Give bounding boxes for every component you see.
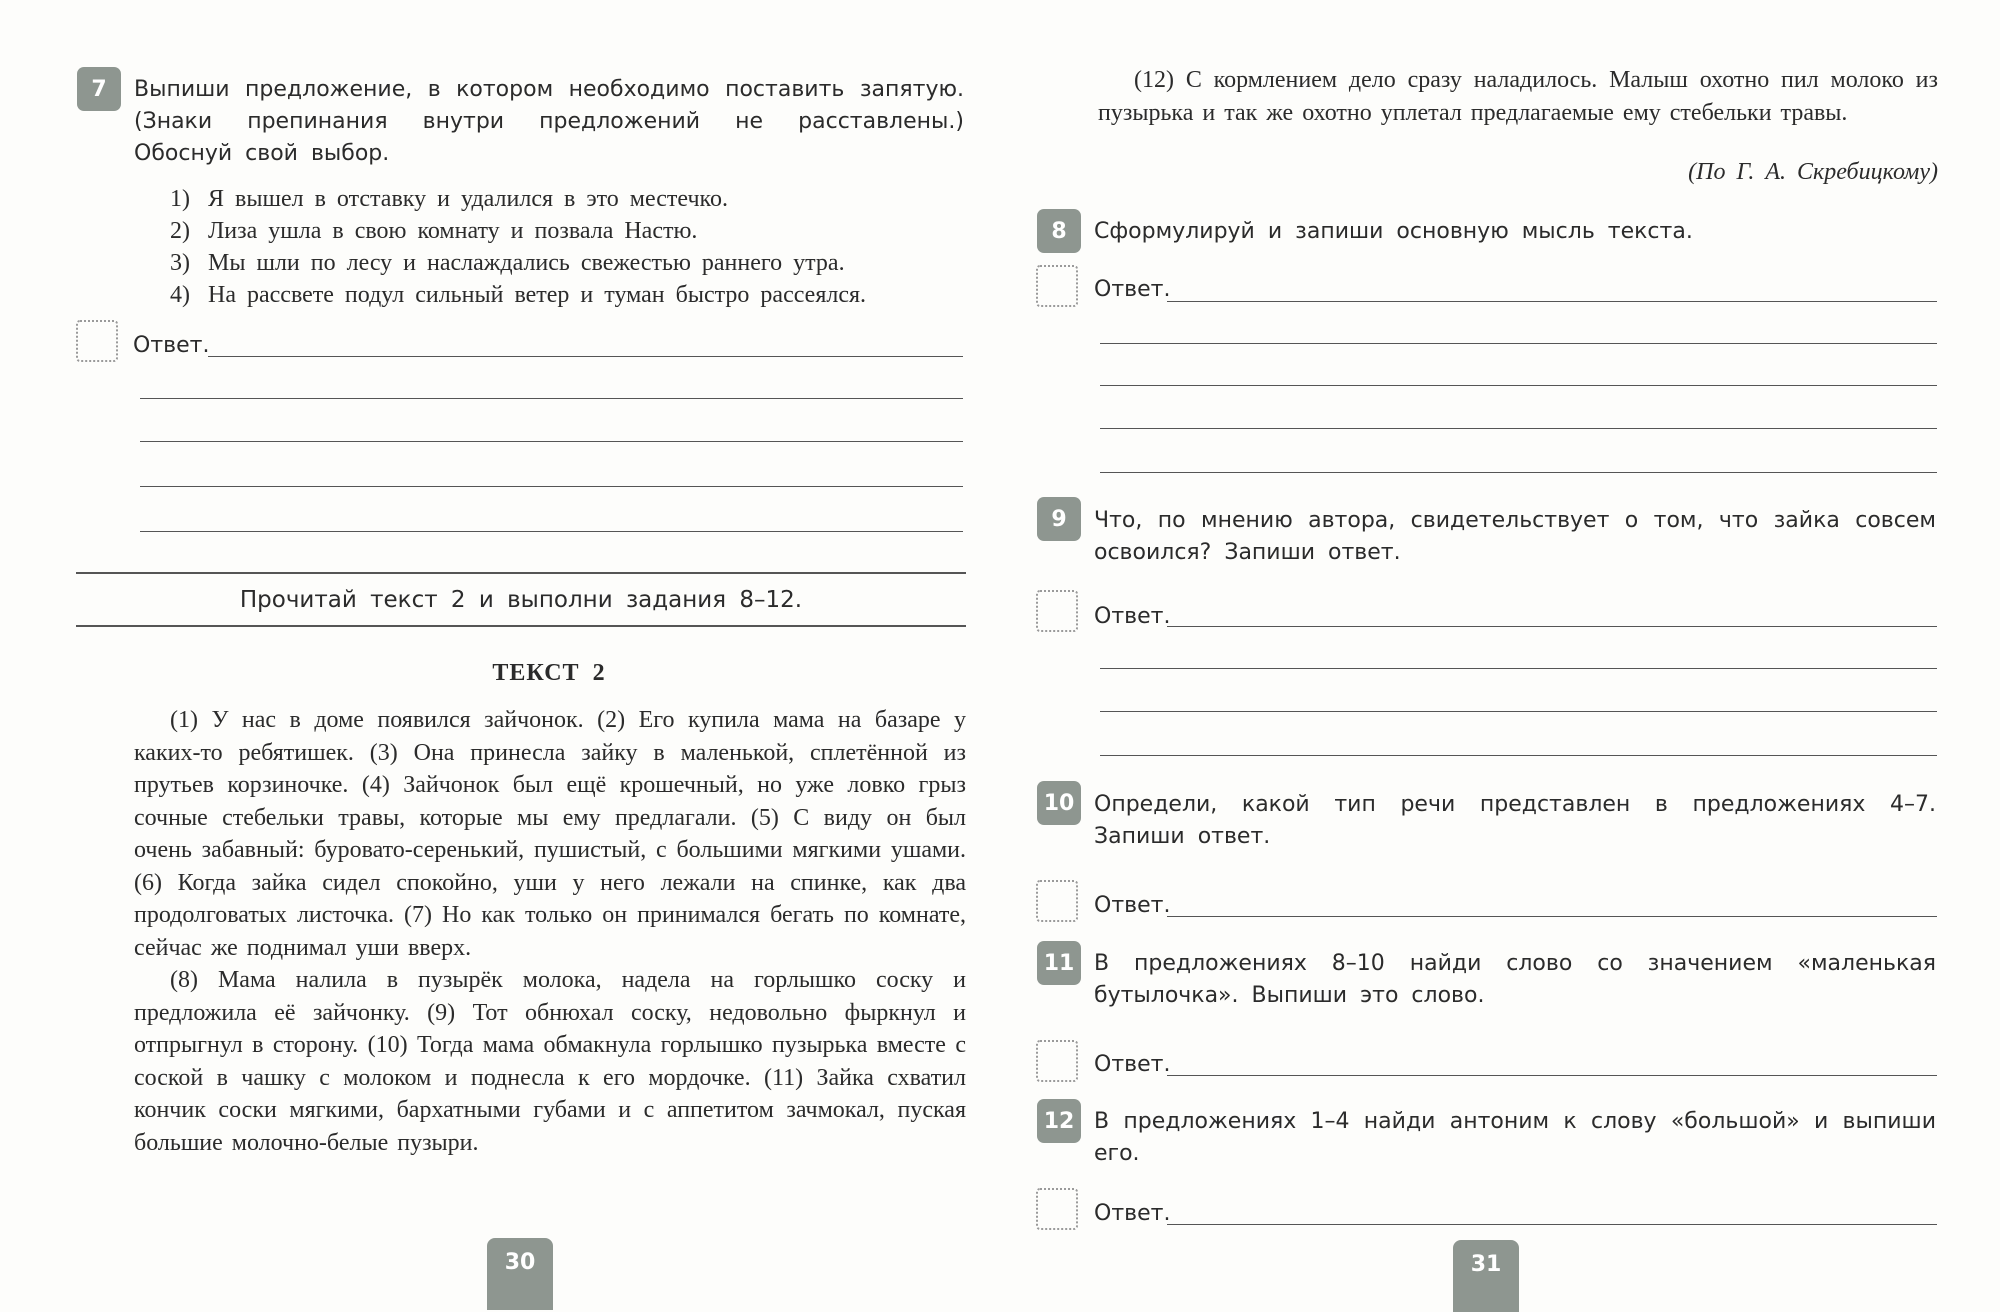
task-8-text: Сформулируй и запиши основную мысль текста. xyxy=(1094,219,1693,244)
task-7-options xyxy=(170,183,970,311)
text-2-source: (По Г. А. Скребицкому) xyxy=(1688,159,1938,185)
task-7-answer-line[interactable] xyxy=(140,398,963,399)
task-8-number: 8 xyxy=(1037,209,1081,253)
task-12-answer-line[interactable] xyxy=(1167,1224,1937,1225)
task-7-answer-line[interactable] xyxy=(140,531,963,532)
divider xyxy=(76,572,966,574)
page-number-left: 30 xyxy=(487,1238,553,1310)
task-10-answer-line[interactable] xyxy=(1167,916,1937,917)
task-10-score-box[interactable] xyxy=(1036,880,1078,922)
task-9-answer-line[interactable] xyxy=(1167,626,1937,627)
task-7-answer-label: Ответ. xyxy=(133,333,210,358)
task-11-answer-label: Ответ. xyxy=(1094,1052,1171,1077)
task-11-number: 11 xyxy=(1037,941,1081,985)
text-2-continuation xyxy=(1098,64,1938,129)
task-7-answer-line[interactable] xyxy=(208,356,963,357)
task-12-score-box[interactable] xyxy=(1036,1188,1078,1230)
task-10-text: Определи, какой тип речи представлен в предложениях 4–7. Запиши ответ. xyxy=(1094,792,1936,849)
task-9-answer-line[interactable] xyxy=(1100,668,1937,669)
task-8-answer-label: Ответ. xyxy=(1094,277,1171,302)
task-9-number: 9 xyxy=(1037,497,1081,541)
task-10-number: 10 xyxy=(1037,781,1081,825)
task-7-answer-line[interactable] xyxy=(140,441,963,442)
task-7-number: 7 xyxy=(77,67,121,111)
task-7-answer-line[interactable] xyxy=(140,486,963,487)
task-12-number: 12 xyxy=(1037,1099,1081,1143)
text-2-paragraph-2: (8) Мама налила в пузырёк молока, надела на горлышко соску и предложила её зайчонку. (9) Тот обнюхал соску, недовольно фыркнул и отпрыгнул в сторону. (10) Тогда мама обмакнула горлышко пузырька вместе с соской в чашку с молоком и поднесла к его мордочке. (11) Зайка схватил кончик соски мягкими, бархатными губами и с аппетитом зачмокал, пуская большие молочно-белые пузыри. xyxy=(134,967,966,1156)
text-2-paragraph-1: (1) У нас в доме появился зайчонок. (2) Его купила мама на базаре у каких-то ребятишек. (3) Она принесла зайку в маленькой, сплетённой из прутьев корзиночке. (4) Зайчонок был ещё крошечный, но уже ловко грыз сочные стебельки травы, которые мы ему предлагали. (5) С виду он был очень забавный: буровато-серенький, пушистый, с большими мягкими ушами. (6) Когда зайка сидел спокойно, уши у него лежали на спинке, как два продолговатых листочка. (7) Но как только он принимался бегать по комнате, сейчас же поднимал уши вверх. xyxy=(134,707,966,961)
divider xyxy=(76,625,966,627)
task-7-score-box[interactable] xyxy=(76,320,118,362)
page-number-right: 31 xyxy=(1453,1240,1519,1312)
task-8-answer-line[interactable] xyxy=(1100,385,1937,386)
text-2-paragraph-3: (12) С кормлением дело сразу наладилось. Малыш охотно пил молоко из пузырька и так же охотно уплетал предлагаемые ему стебельки травы. xyxy=(1098,67,1938,126)
list-item: 2) Лиза ушла в свою комнату и позвала Настю. xyxy=(170,218,698,244)
task-9-answer-label: Ответ. xyxy=(1094,604,1171,629)
task-8-score-box[interactable] xyxy=(1036,265,1078,307)
text-2-title: ТЕКСТ 2 xyxy=(492,660,606,686)
list-item: 1) Я вышел в отставку и удалился в это местечко. xyxy=(170,186,728,212)
task-12-text: В предложениях 1–4 найди антоним к слову «большой» и выпиши его. xyxy=(1094,1109,1936,1166)
task-11-score-box[interactable] xyxy=(1036,1040,1078,1082)
task-8-answer-line[interactable] xyxy=(1167,301,1937,302)
task-9-score-box[interactable] xyxy=(1036,590,1078,632)
task-9-answer-line[interactable] xyxy=(1100,755,1937,756)
list-item: 3) Мы шли по лесу и наслаждались свежестью раннего утра. xyxy=(170,250,845,276)
text-2-body xyxy=(134,704,966,1159)
task-7-text: Выпиши предложение, в котором необходимо поставить запятую. (Знаки препинания внутри предложений не расставлены.) Обоснуй свой выбор. xyxy=(134,77,964,166)
list-item: 4) На рассвете подул сильный ветер и туман быстро рассеялся. xyxy=(170,282,867,308)
task-11-answer-line[interactable] xyxy=(1167,1075,1937,1076)
task-10-answer-label: Ответ. xyxy=(1094,893,1171,918)
task-12-answer-label: Ответ. xyxy=(1094,1201,1171,1226)
instruction: Прочитай текст 2 и выполни задания 8–12. xyxy=(239,587,803,613)
task-9-answer-line[interactable] xyxy=(1100,711,1937,712)
task-11-text: В предложениях 8–10 найди слово со значением «маленькая бутылочка». Выпиши это слово. xyxy=(1094,951,1936,1008)
task-8-answer-line[interactable] xyxy=(1100,343,1937,344)
task-9-text: Что, по мнению автора, свидетельствует о том, что зайка совсем освоился? Запиши ответ. xyxy=(1094,508,1936,565)
task-8-answer-line[interactable] xyxy=(1100,428,1937,429)
task-8-answer-line[interactable] xyxy=(1100,472,1937,473)
